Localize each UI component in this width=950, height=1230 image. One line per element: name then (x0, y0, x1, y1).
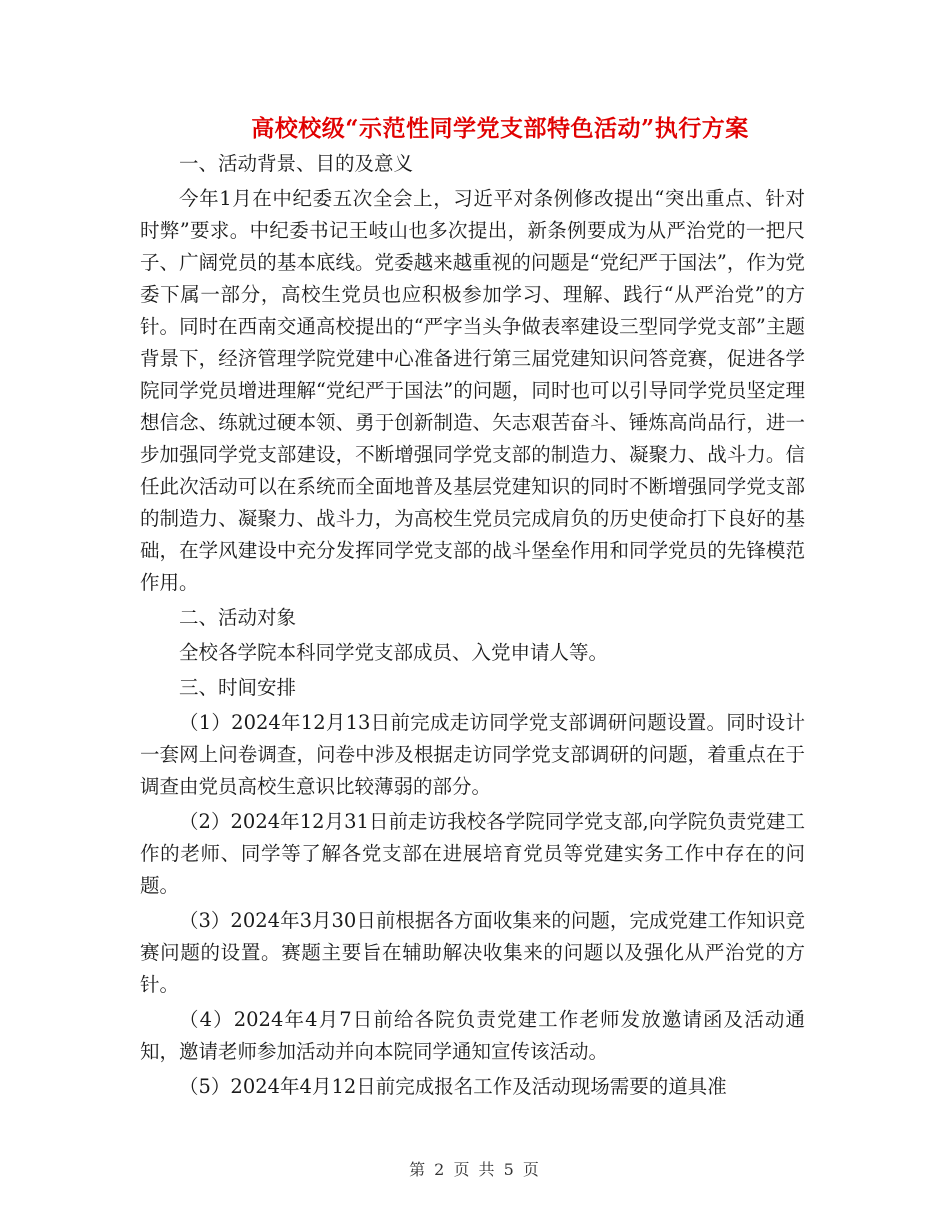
schedule-item-3: （3）2024年3月30日前根据各方面收集来的问题，完成党建工作知识竞赛问题的设置。赛题主要旨在辅助解决收集来的问题以及强化从严治党的方针。 (140, 909, 805, 996)
section-heading-background: 一、活动背景、目的及意义 (179, 152, 414, 175)
page-number: 第 2 页 共 5 页 (409, 1160, 541, 1179)
document-title: 高校校级“示范性同学党支部特色活动”执行方案 (251, 115, 749, 142)
schedule-item-1: （1）2024年12月13日前完成走访同学党支部调研问题设置。同时设计一套网上问卷调查，问卷中涉及根据走访同学党支部调研的问题，着重点在于调查由党员高校生意识比较薄弱的部分。 (140, 711, 805, 798)
paragraph-background: 今年1月在中纪委五次全会上，习近平对条例修改提出“突出重点、针对时弊”要求。中纪委书记王岐山也多次提出，新条例要成为从严治党的一把尺子、广阔党员的基本底线。党委越来越重视的问题是“党纪严于国法”，作为党委下属一部分，高校生党员也应积极参加学习、理解、践行“从严治党”的方针。同时在西南交通高校提出的“严字当头争做表率建设三型同学党支部”主题背景下，经济管理学院党建中心准备进行第三届党建知识问答竞赛，促进各学院同学党员增进理解“党纪严于国法”的问题，同时也可以引导同学党员坚定理想信念、练就过硬本领、勇于创新制造、矢志艰苦奋斗、锤炼高尚品行，进一步加强同学党支部建设，不断增强同学党支部的制造力、凝聚力、战斗力。信任此次活动可以在系统而全面地普及基层党建知识的同时不断增强同学党支部的制造力、凝聚力、战斗力，为高校生党员完成肩负的历史使命打下良好的基础，在学风建设中充分发挥同学党支部的战斗堡垒作用和同学党员的先锋模范作用。 (140, 187, 805, 594)
section-heading-schedule: 三、时间安排 (179, 676, 297, 699)
section-heading-target: 二、活动对象 (179, 606, 297, 629)
schedule-item-2: （2）2024年12月31日前走访我校各学院同学党支部,向学院负责党建工作的老师、同学等了解各党支部在进展培育党员等党建实务工作中存在的问题。 (140, 810, 805, 897)
schedule-item-5: （5）2024年4月12日前完成报名工作及活动现场需要的道具准 (179, 1075, 727, 1098)
paragraph-target: 全校各学院本科同学党支部成员、入党申请人等。 (179, 641, 609, 664)
document-body (140, 148, 805, 1106)
schedule-item-4: （4）2024年4月7日前给各院负责党建工作老师发放邀请函及活动通知，邀请老师参加活动并向本院同学通知宣传该活动。 (140, 1008, 805, 1063)
